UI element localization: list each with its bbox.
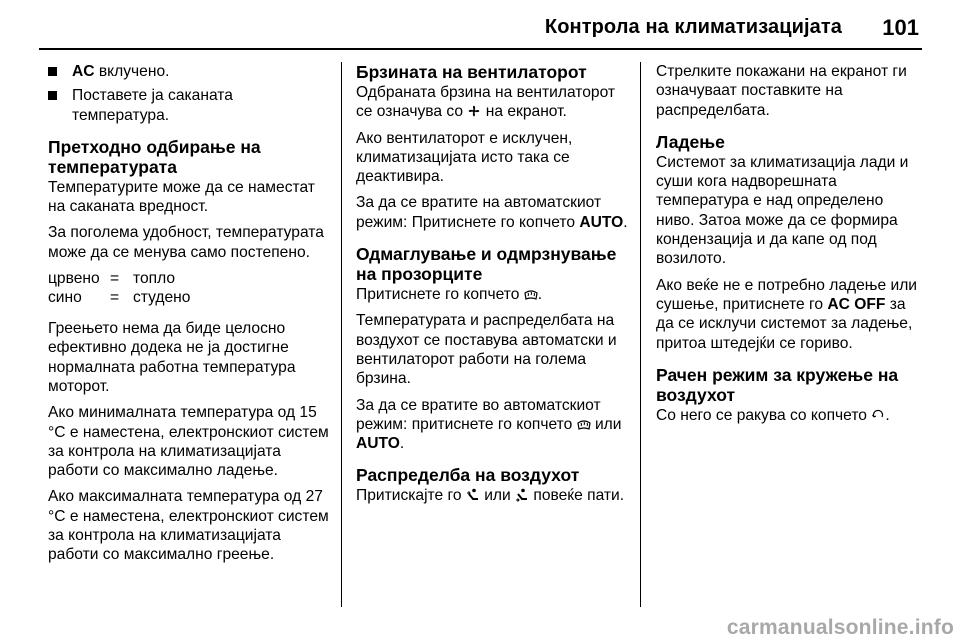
table-value: студено <box>133 289 191 307</box>
paragraph <box>656 406 924 425</box>
table-value: топло <box>133 270 176 288</box>
air-distribution-icon <box>515 488 529 502</box>
paragraph: Системот за климатизација лади и суши кога надворешната температура е над определено ниво. Затоа може да се формира кондензација и да капе од под возилото. <box>656 153 909 268</box>
bullet-marker <box>48 91 57 100</box>
heading-air-distribution: Распределба на воздухот <box>356 465 580 486</box>
text-run: Со него се ракува со копчето <box>656 406 872 424</box>
heading-temperature-preselection: Претходно одбирање на температурата <box>48 136 261 177</box>
page-title: Контрола на климатизацијата <box>544 16 842 38</box>
column-divider-2 <box>640 62 641 607</box>
bullet-text: вклучено. <box>94 63 170 80</box>
windscreen-defrost-icon <box>524 287 538 301</box>
table-equals: = <box>110 270 120 288</box>
paragraph: Ако минималната температура од 15 °C е наместена, електронскиот систем за контрола на климатизацијата работи со максимално ладење. <box>48 404 329 480</box>
paragraph: За поголема удобност, температурата може да се менува само постепено. <box>48 224 324 261</box>
paragraph: Ако максималната температура од 27 °C е наместена, електронскиот систем за контрола на климатизацијата работи со максимално греење. <box>48 488 329 564</box>
paragraph <box>356 285 632 304</box>
table-row <box>48 269 333 288</box>
paragraph: Температурите може да се наместат на саканата вредност. <box>48 178 315 216</box>
page-number: 101 <box>882 15 919 40</box>
paragraph <box>356 396 632 454</box>
column-3 <box>656 62 924 432</box>
watermark: carmanualsonline.info <box>726 616 954 639</box>
text-run: . <box>399 435 405 453</box>
paragraph <box>356 486 632 505</box>
ac-off-label: AC OFF <box>827 295 886 313</box>
column-divider-1 <box>341 62 342 607</box>
header-rule <box>39 48 922 50</box>
page-header <box>0 0 960 48</box>
heading-recirculation: Рачен режим за кружење на воздухот <box>656 364 899 405</box>
table-equals: = <box>110 289 120 307</box>
table-row <box>48 288 333 307</box>
bullet-marker <box>48 67 57 76</box>
bullet-ac-on <box>48 62 333 81</box>
text-run: Ако веќе не е потребно ладење или сушење, притиснете го <box>656 276 918 313</box>
text-run: . <box>885 406 890 424</box>
text-run: За да се вратите во автоматскиот режим: притиснете го копчето <box>356 396 601 433</box>
heading-cooling: Ладење <box>656 131 725 152</box>
table-key: црвено <box>48 270 100 288</box>
text-run: . <box>623 213 628 231</box>
paragraph <box>356 83 632 122</box>
windscreen-defrost-icon <box>577 417 591 431</box>
auto-label: AUTO <box>579 213 624 231</box>
text-run: . <box>537 286 543 304</box>
text-run: Притискајте го <box>356 487 466 505</box>
air-distribution-icon <box>466 488 480 502</box>
color-temperature-table <box>48 269 333 307</box>
heading-fan-speed: Брзината на вентилаторот <box>356 62 587 82</box>
text-run: на екранот. <box>481 103 567 121</box>
heading-defrost: Одмаглување и одмрзнување на прозорците <box>356 244 617 285</box>
paragraph <box>656 276 924 353</box>
text-run: за да се исклучи системот за ладење, притоа штедејќи се гориво. <box>656 295 913 352</box>
text-run: За да се вратите на автоматскиот режим: Притиснете го копчето <box>356 194 602 231</box>
text-run: Одбраната брзина на вентилаторот се означува со <box>356 84 616 121</box>
auto-label: AUTO <box>356 435 400 453</box>
paragraph <box>356 193 632 232</box>
paragraph: Стрелките покажани на екранот ги означуваат поставките на распределбата. <box>656 63 907 119</box>
text-run: повеќе пати. <box>529 487 625 505</box>
ac-label: AC <box>72 63 95 80</box>
table-key: сино <box>48 289 82 307</box>
paragraph: Греењето нема да биде целосно ефективно додека не ја достигне нормалната работна температура моторот. <box>48 320 296 395</box>
recirculation-icon <box>871 408 885 422</box>
paragraph: Ако вентилаторот е исклучен, климатизацијата исто така се деактивира. <box>356 129 573 186</box>
column-2 <box>356 62 632 513</box>
text-run: Притиснете го копчето <box>356 286 524 304</box>
text-run: или <box>590 415 622 433</box>
bullet-text: Поставете ја саканата температура. <box>72 87 233 124</box>
bullet-set-temp <box>48 86 333 125</box>
text-run: или <box>479 487 516 505</box>
fan-icon <box>467 104 481 118</box>
paragraph: Температурата и распределбата на воздухот се поставува автоматски и вентилаторот работи на голема брзина. <box>356 312 617 388</box>
column-1 <box>48 62 333 572</box>
